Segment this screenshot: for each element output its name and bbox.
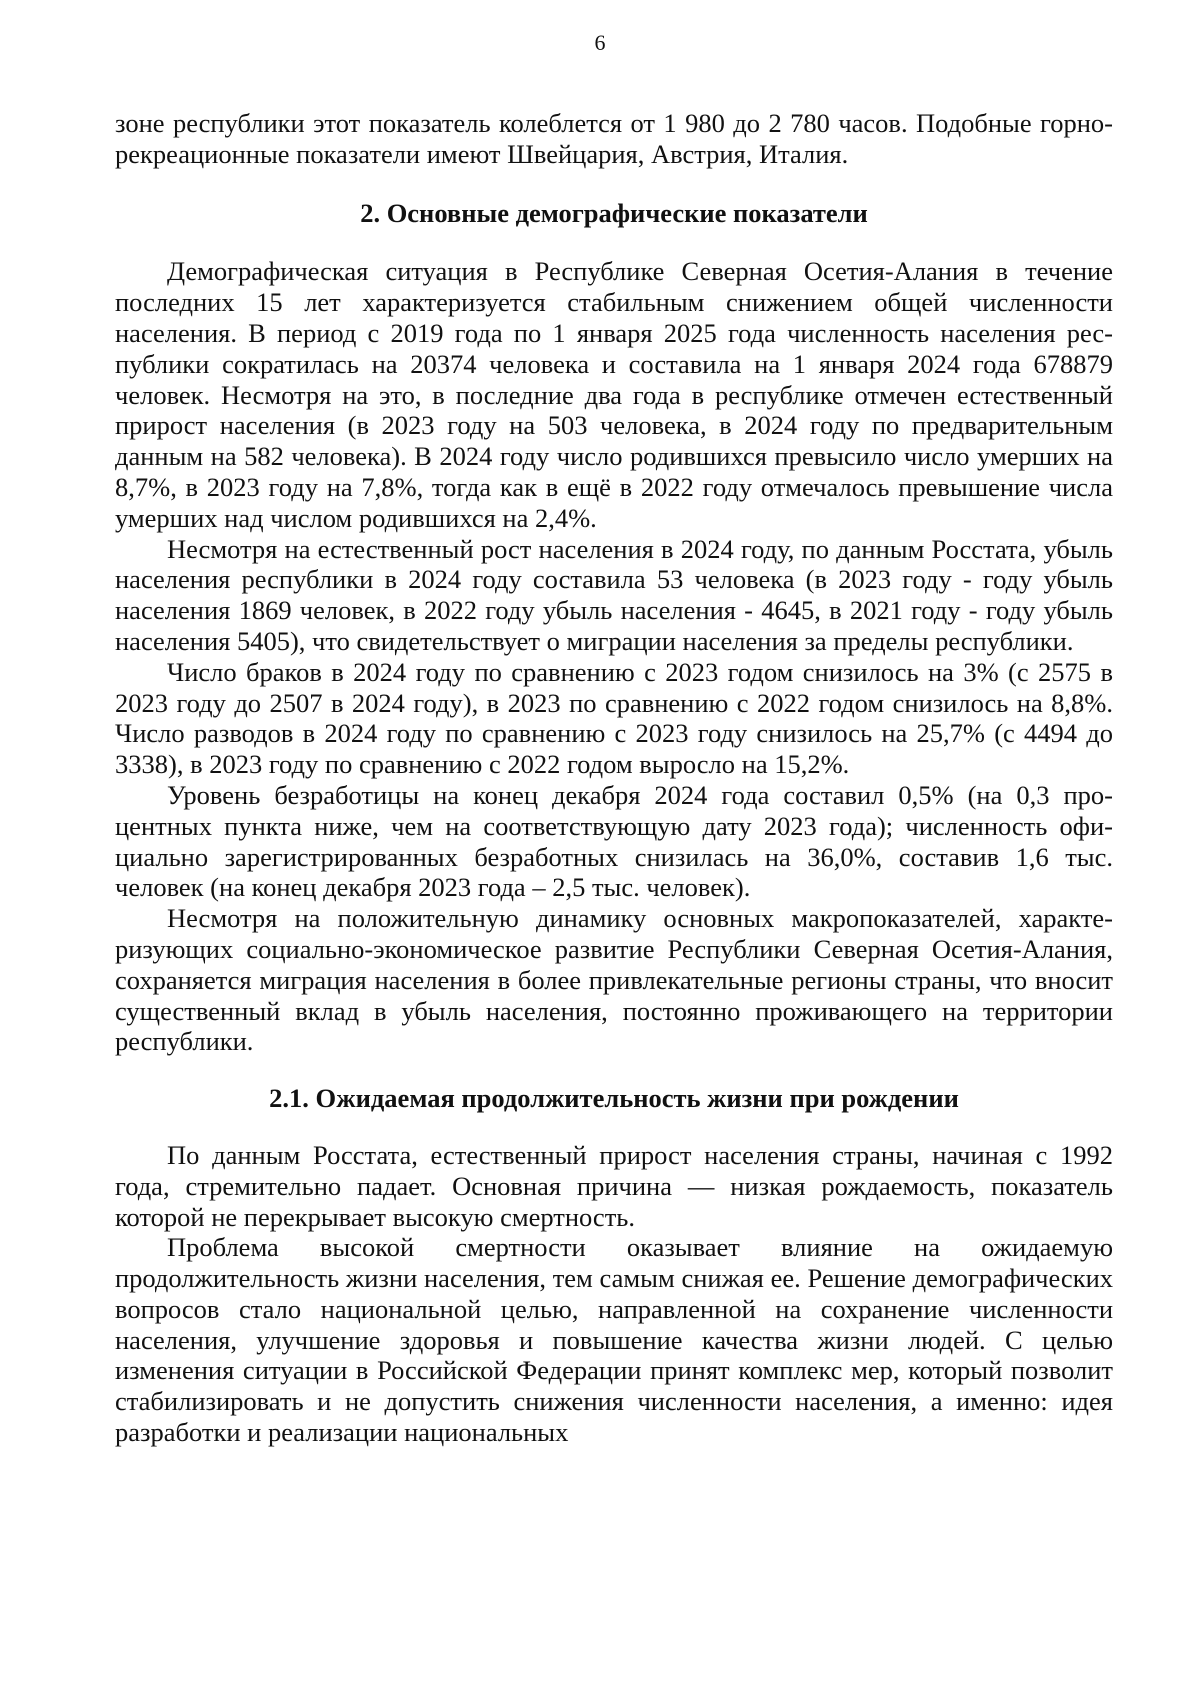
section-2-paragraph-4: Уровень безработицы на конец декабря 2024 года составил 0,5% (на 0,3 процентных пункта ниже, чем на соответствующую дату 2023 года); численность официально зарегистрированных безработных снизилась на 36,0%, составив 1,6 тыс. человек (на конец декабря 2023 года – 2,5 тыс. человек).: [115, 779, 1113, 903]
section-2-paragraph-2: Несмотря на естественный рост населения в 2024 году, по данным Росстата, убыль населения республики в 2024 году составила 53 человека (в 2023 году - году убыль населения 1869 человек, в 2022 году убыль населения - 4645, в 2021 году - году убыль населения 5405), что свидетельствует о миграции населения за пределы республики.: [115, 533, 1113, 656]
section-2-paragraph-1: Демографическая ситуация в Республике Северная Осетия-Алания в течение последних 15 лет характеризуется стабильным снижением общей численности населения. В период с 2019 года по 1 января 2025 года численность населения республики сократилась на 20374 человека и составила на 1 января 2024 года 678879 человек. Несмотря на это, в последние два года в республике отмечен естественный прирост населения (в 2023 году на 503 человека, в 2024 году по предварительным данным на 582 человека). В 2024 году число родившихся превысило число умерших на 8,7%, в 2023 году на 7,8%, тогда как в ещё в 2022 году отмечалось превышение числа умерших над числом родившихся на 2,4%.: [115, 256, 1113, 533]
document-body: [115, 108, 1113, 1448]
section-2-paragraph-5: Несмотря на положительную динамику основных макропоказателей, характеризующих социально-экономическое развитие Республики Северная Осетия-Алания, сохраняется миграция населения в более привлекательные регионы страны, что вносит существенный вклад в убыль населения, постоянно проживающего на территории республики.: [115, 903, 1113, 1057]
section-2-1-paragraph-2: Проблема высокой смертности оказывает влияние на ожидаемую продолжительность жизни населения, тем самым снижая ее. Решение демографических вопросов стало национальной целью, направленной на сохранение численности населения, улучшение здоровья и повышение качества жизни людей. С целью изменения ситуации в Российской Федерации принят комплекс мер, который позволит стабилизировать и не допустить снижения численности населения, а именно: идея разработки и реализации национальных: [115, 1232, 1113, 1448]
section-2-1-title: 2.1. Ожидаемая продолжительность жизни при рождении: [269, 1083, 959, 1114]
page-number: 6: [594, 30, 606, 55]
intro-paragraph: зоне республики этот показатель колеблется от 1 980 до 2 780 часов. Подобные горно-рекреационные показатели имеют Швейцария, Австрия, Италия.: [115, 108, 1113, 169]
section-2-1-paragraph-1: По данным Росстата, естественный прирост населения страны, начиная с 1992 года, стремительно падает. Основная причина — низкая рождаемость, показатель которой не перекрывает высокую смертность.: [115, 1139, 1113, 1232]
section-2-title: 2. Основные демографические показатели: [360, 197, 868, 228]
section-2-paragraph-3: Число браков в 2024 году по сравнению с 2023 годом снизилось на 3% (с 2575 в 2023 году до 2507 в 2024 году), в 2023 по сравнению с 2022 годом снизилось на 8,8%. Число разводов в 2024 году по сравнению с 2023 году снизилось на 25,7% (с 4494 до 3338), в 2023 году по сравнению с 2022 годом выросло на 15,2%.: [115, 656, 1113, 780]
